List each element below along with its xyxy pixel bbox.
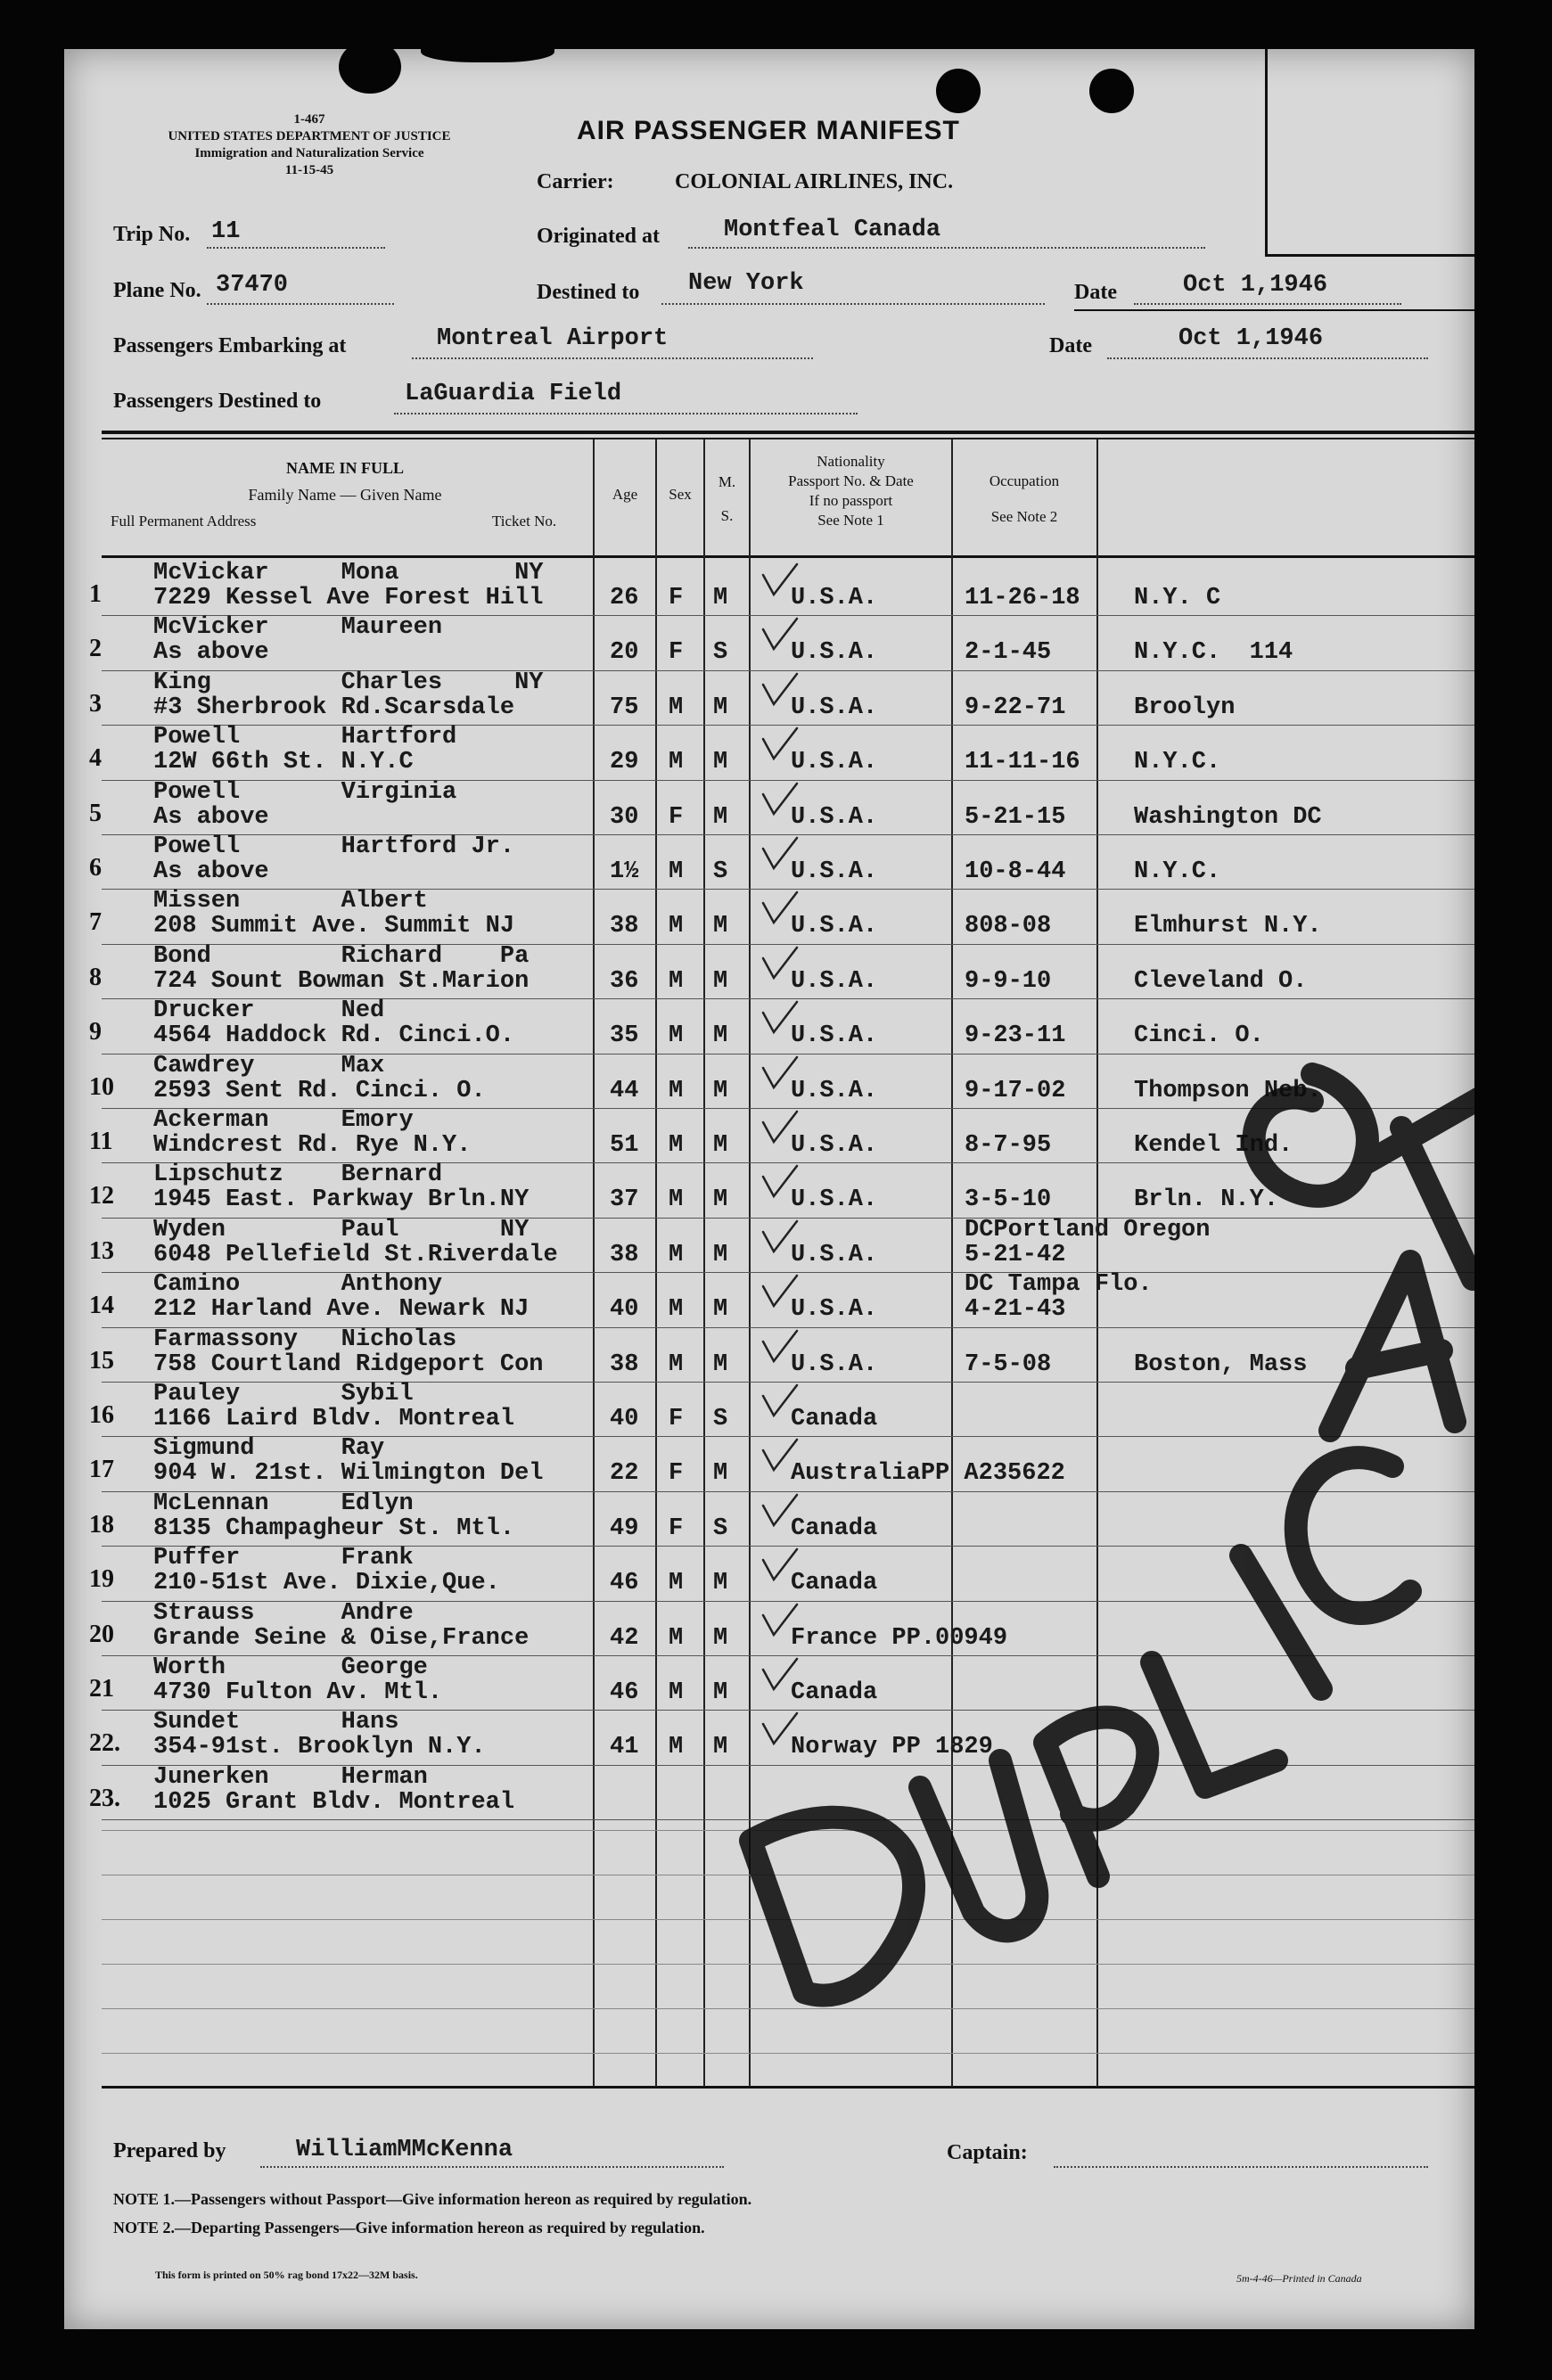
- header-sex: Sex: [669, 486, 692, 503]
- plane-label: Plane No.: [113, 279, 201, 302]
- col-line-sex: [655, 439, 657, 2087]
- passenger-name: Sigmund Ray: [153, 1435, 385, 1463]
- passenger-address: 2593 Sent Rd. Cinci. O.: [153, 1077, 486, 1104]
- plane-line: [207, 303, 394, 305]
- passenger-name: Pauley Sybil: [153, 1381, 414, 1407]
- passenger-occupation: 11-11-16: [965, 749, 1080, 776]
- passenger-name: Ackerman Emory: [153, 1107, 414, 1134]
- passenger-marital: S: [713, 858, 728, 885]
- passenger-occupation: 9-23-11: [965, 1022, 1066, 1050]
- header-nat-line3: If no passport: [809, 492, 893, 509]
- passenger-occupation: 808-08: [965, 913, 1052, 940]
- passenger-nationality: U.S.A.: [791, 913, 878, 940]
- passenger-marital: M: [713, 913, 728, 940]
- col-line-occ: [1096, 439, 1098, 2087]
- checkmark-icon: [760, 782, 799, 817]
- passenger-name: Wyden Paul NY: [153, 1216, 530, 1243]
- passenger-name: King Charles NY: [153, 669, 544, 696]
- passenger-age: 75: [610, 693, 639, 721]
- destined-pass-line: [394, 413, 858, 414]
- passenger-sex: M: [669, 1679, 684, 1706]
- passenger-marital: S: [713, 1406, 728, 1432]
- passenger-occupation: 11-26-18: [965, 585, 1080, 611]
- checkmark-icon: [760, 946, 799, 981]
- date-value: Oct 1,1946: [1183, 272, 1328, 299]
- passenger-address: 758 Courtland Ridgeport Con: [153, 1350, 544, 1378]
- passenger-extra: N.Y. C: [1134, 585, 1221, 611]
- passenger-nationality: Canada: [791, 1679, 878, 1706]
- passenger-address: 1025 Grant Bldv. Montreal: [153, 1788, 515, 1816]
- passenger-name: Powell Hartford Jr.: [153, 833, 515, 860]
- passenger-marital: M: [713, 1022, 728, 1050]
- passenger-marital: M: [713, 749, 728, 776]
- destined-pass-label: Passengers Destined to: [113, 390, 322, 413]
- passenger-nationality: AustraliaPP A235622: [791, 1460, 1065, 1488]
- checkmark-icon: [760, 1657, 799, 1693]
- date2-value: Oct 1,1946: [1178, 325, 1324, 352]
- punch-hole-2: [936, 69, 981, 113]
- passenger-sex: M: [669, 1241, 684, 1268]
- passenger-occupation: 5-21-15: [965, 803, 1066, 831]
- checkmark-icon: [760, 1493, 799, 1529]
- passenger-marital: M: [713, 1077, 728, 1104]
- passenger-address: 904 W. 21st. Wilmington Del: [153, 1460, 544, 1488]
- empty-row-divider: [102, 1919, 1474, 1920]
- passenger-marital: M: [713, 1460, 728, 1488]
- service: Immigration and Naturalization Service: [194, 146, 424, 160]
- originated-value: Montfeal Canada: [724, 217, 941, 243]
- passenger-address: Grande Seine & Oise,France: [153, 1624, 530, 1652]
- passenger-name: Lipschutz Bernard: [153, 1161, 443, 1189]
- passenger-marital: M: [713, 693, 728, 721]
- header-ms: [705, 465, 749, 533]
- checkmark-icon: [760, 562, 799, 598]
- passenger-nationality: U.S.A.: [791, 1077, 878, 1104]
- note-1: NOTE 1.—Passengers without Passport—Give information hereon as required by regulation.: [113, 2190, 752, 2208]
- passenger-marital: M: [713, 1132, 728, 1159]
- passenger-name: Junerken Herman: [153, 1763, 428, 1791]
- passenger-address: 12W 66th St. N.Y.C: [153, 749, 414, 776]
- passenger-sex: F: [669, 803, 684, 831]
- passenger-name: Powell Virginia: [153, 778, 457, 806]
- embarking-value: Montreal Airport: [437, 325, 669, 352]
- passenger-sex: M: [669, 1624, 684, 1652]
- trip-label: Trip No.: [113, 223, 191, 246]
- header-name-line2: Family Name — Given Name: [248, 486, 442, 504]
- trip-line: [207, 247, 385, 249]
- plane-number: 37470: [216, 272, 289, 299]
- date2-label: Date: [1049, 334, 1092, 357]
- passenger-marital: M: [713, 1186, 728, 1214]
- row-number: 17: [89, 1456, 114, 1484]
- empty-row-divider: [102, 2008, 1474, 2009]
- passenger-sex: F: [669, 639, 684, 667]
- passenger-nationality: France PP.00949: [791, 1624, 1008, 1652]
- passenger-extra: Cinci. O.: [1134, 1022, 1264, 1050]
- passenger-sex: M: [669, 967, 684, 995]
- row-number: 9: [89, 1018, 102, 1046]
- passenger-nationality: U.S.A.: [791, 1241, 878, 1268]
- destined-line: [661, 303, 1045, 305]
- passenger-occupation-date: 4-21-43: [965, 1296, 1066, 1324]
- prepared-label: Prepared by: [113, 2139, 226, 2163]
- passenger-extra: Broolyn: [1134, 693, 1236, 721]
- passenger-occupation-date: 5-21-42: [965, 1241, 1066, 1268]
- passenger-sex: M: [669, 1186, 684, 1214]
- passenger-age: 30: [610, 803, 639, 831]
- passenger-nationality: Canada: [791, 1514, 878, 1542]
- originated-line: [688, 247, 1205, 249]
- passenger-nationality: U.S.A.: [791, 585, 878, 611]
- passenger-sex: F: [669, 1406, 684, 1432]
- passenger-name: Drucker Ned: [153, 997, 385, 1025]
- passenger-occupation: 9-22-71: [965, 693, 1066, 721]
- passenger-age: 38: [610, 1350, 639, 1378]
- captain-label: Captain:: [947, 2141, 1028, 2164]
- header-nationality: [751, 452, 951, 530]
- passenger-extra: Boston, Mass: [1134, 1350, 1308, 1378]
- row-number: 13: [89, 1236, 114, 1265]
- print-note: This form is printed on 50% rag bond 17x22—32M basis.: [155, 2269, 418, 2281]
- passenger-address: #3 Sherbrook Rd.Scarsdale: [153, 693, 515, 721]
- date2-line: [1107, 357, 1428, 359]
- row-number: 6: [89, 854, 102, 882]
- passenger-extra: Kendel Ind.: [1134, 1132, 1293, 1159]
- header-occupation: [953, 464, 1096, 535]
- passenger-name: Powell Hartford: [153, 724, 457, 751]
- col-line-nat: [951, 439, 953, 2087]
- row-number: 16: [89, 1401, 114, 1429]
- punch-hole-1: [339, 49, 401, 94]
- header-age: Age: [612, 486, 638, 503]
- passenger-nationality: U.S.A.: [791, 858, 878, 885]
- passenger-age: 51: [610, 1132, 639, 1159]
- passenger-nationality: U.S.A.: [791, 803, 878, 831]
- header-ms-line2: S.: [720, 507, 734, 524]
- corner-box: [1265, 49, 1474, 257]
- row-number: 10: [89, 1072, 114, 1101]
- passenger-name: McLennan Edlyn: [153, 1490, 414, 1517]
- passenger-marital: S: [713, 639, 728, 667]
- note-2: NOTE 2.—Departing Passengers—Give information hereon as required by regulation.: [113, 2219, 705, 2236]
- passenger-marital: M: [713, 1624, 728, 1652]
- passenger-name: Strauss Andre: [153, 1599, 414, 1627]
- header-divider-1: [1074, 309, 1474, 311]
- passenger-nationality: U.S.A.: [791, 639, 878, 667]
- passenger-address: 7229 Kessel Ave Forest Hill: [153, 585, 544, 611]
- print-location: 5m-4-46—Printed in Canada: [1236, 2272, 1362, 2285]
- passenger-nationality: Canada: [791, 1570, 878, 1597]
- passenger-age: 29: [610, 749, 639, 776]
- passenger-name: Puffer Frank: [153, 1545, 414, 1572]
- row-number: 8: [89, 963, 102, 991]
- passenger-age: 36: [610, 967, 639, 995]
- header-address: Full Permanent Address: [111, 513, 257, 529]
- row-number: 1: [89, 580, 102, 608]
- checkmark-icon: [760, 1219, 799, 1255]
- passenger-age: 22: [610, 1460, 639, 1488]
- passenger-nationality: U.S.A.: [791, 1296, 878, 1324]
- prepared-value: WilliamMMcKenna: [296, 2137, 513, 2163]
- header-occ-line1: Occupation: [989, 472, 1060, 489]
- passenger-extra: Brln. N.Y.: [1134, 1186, 1279, 1214]
- trip-number: 11: [211, 218, 241, 245]
- passenger-nationality: U.S.A.: [791, 1350, 878, 1378]
- row-number: 4: [89, 744, 102, 773]
- passenger-address: 1945 East. Parkway Brln.NY: [153, 1186, 530, 1214]
- row-number: 2: [89, 635, 102, 663]
- destined-pass-value: LaGuardia Field: [405, 381, 622, 407]
- checkmark-icon: [760, 1055, 799, 1091]
- passenger-occupation: 8-7-95: [965, 1132, 1052, 1159]
- passenger-address: 4564 Haddock Rd. Cinci.O.: [153, 1022, 515, 1050]
- row-number: 7: [89, 908, 102, 937]
- header-ticket: Ticket No.: [492, 513, 557, 529]
- checkmark-icon: [760, 1547, 799, 1583]
- passenger-address: 1166 Laird Bldv. Montreal: [153, 1406, 515, 1432]
- passenger-extra: N.Y.C.: [1134, 858, 1221, 885]
- passenger-age: 46: [610, 1679, 639, 1706]
- row-number: 14: [89, 1292, 114, 1320]
- passenger-name: Camino Anthony: [153, 1271, 443, 1299]
- passenger-sex: M: [669, 858, 684, 885]
- passenger-sex: M: [669, 913, 684, 940]
- passenger-age: 41: [610, 1734, 639, 1761]
- checkmark-icon: [760, 617, 799, 652]
- passenger-marital: M: [713, 803, 728, 831]
- passenger-age: 38: [610, 913, 639, 940]
- passenger-marital: M: [713, 967, 728, 995]
- originated-label: Originated at: [537, 225, 660, 248]
- passenger-address: Windcrest Rd. Rye N.Y.: [153, 1132, 472, 1159]
- passenger-marital: M: [713, 585, 728, 611]
- table-top-border-2: [102, 438, 1474, 439]
- passenger-occupation: 9-17-02: [965, 1077, 1066, 1104]
- passenger-address: As above: [153, 639, 269, 667]
- passenger-name: Sundet Hans: [153, 1709, 399, 1736]
- passenger-address: 4730 Fulton Av. Mtl.: [153, 1679, 443, 1706]
- checkmark-icon: [760, 672, 799, 708]
- passenger-occupation: 2-1-45: [965, 639, 1052, 667]
- passenger-occupation: DCPortland Oregon: [965, 1216, 1211, 1243]
- passenger-name: Cawdrey Max: [153, 1052, 385, 1079]
- carrier-value: COLONIAL AIRLINES, INC.: [675, 170, 954, 193]
- passenger-nationality: Norway PP 1829: [791, 1734, 993, 1761]
- row-number: 12: [89, 1182, 114, 1211]
- passenger-age: 40: [610, 1406, 639, 1432]
- checkmark-icon: [760, 1164, 799, 1200]
- passenger-occupation: 3-5-10: [965, 1186, 1052, 1214]
- passenger-age: 20: [610, 639, 639, 667]
- passenger-nationality: U.S.A.: [791, 967, 878, 995]
- embarking-line: [412, 357, 813, 359]
- passenger-nationality: U.S.A.: [791, 749, 878, 776]
- passenger-marital: M: [713, 1296, 728, 1324]
- passenger-age: 38: [610, 1241, 639, 1268]
- passenger-age: 49: [610, 1514, 639, 1542]
- row-number: 22.: [89, 1729, 120, 1758]
- passenger-sex: M: [669, 1350, 684, 1378]
- passenger-sex: M: [669, 693, 684, 721]
- passenger-name: Missen Albert: [153, 888, 428, 915]
- passenger-sex: F: [669, 585, 684, 611]
- passenger-occupation: DC Tampa Flo.: [965, 1271, 1153, 1299]
- row-number: 19: [89, 1565, 114, 1594]
- passenger-address: 208 Summit Ave. Summit NJ: [153, 913, 515, 940]
- passenger-address: 8135 Champagheur St. Mtl.: [153, 1514, 515, 1542]
- passenger-name: McVickar Mona NY: [153, 560, 544, 587]
- row-number: 23.: [89, 1784, 120, 1812]
- checkmark-icon: [760, 890, 799, 926]
- header-nat-line4: See Note 1: [817, 512, 884, 529]
- header-name: [100, 455, 590, 508]
- passenger-age: 35: [610, 1022, 639, 1050]
- passenger-extra: Elmhurst N.Y.: [1134, 913, 1322, 940]
- passenger-extra: Thompson Neb.: [1134, 1077, 1322, 1104]
- passenger-name: McVicker Maureen: [153, 614, 443, 642]
- passenger-age: 40: [610, 1296, 639, 1324]
- table-header-bottom: [102, 555, 1474, 558]
- passenger-occupation: 7-5-08: [965, 1350, 1052, 1378]
- passenger-occupation: 9-9-10: [965, 967, 1052, 995]
- passenger-extra: Washington DC: [1134, 803, 1322, 831]
- embarking-label: Passengers Embarking at: [113, 334, 347, 357]
- manifest-title: AIR PASSENGER MANIFEST: [577, 116, 960, 145]
- passenger-address: As above: [153, 803, 269, 831]
- header-occ-line2: See Note 2: [990, 508, 1058, 525]
- checkmark-icon: [760, 836, 799, 872]
- date-line: [1134, 303, 1401, 305]
- checkmark-icon: [760, 1711, 799, 1747]
- department: UNITED STATES DEPARTMENT OF JUSTICE: [168, 129, 451, 144]
- row-number: 21: [89, 1675, 114, 1703]
- passenger-name: Bond Richard Pa: [153, 942, 530, 970]
- row-number: 20: [89, 1620, 114, 1648]
- punch-hole-3: [1089, 69, 1134, 113]
- form-date: 11-15-45: [284, 163, 334, 177]
- passenger-age: 37: [610, 1186, 639, 1214]
- passenger-name: Worth George: [153, 1654, 428, 1681]
- passenger-age: 26: [610, 585, 639, 611]
- empty-row-divider: [102, 1830, 1474, 1831]
- passenger-address: 212 Harland Ave. Newark NJ: [153, 1296, 530, 1324]
- empty-row-divider: [102, 2053, 1474, 2054]
- passenger-name: Farmassony Nicholas: [153, 1325, 457, 1353]
- row-number: 18: [89, 1510, 114, 1539]
- checkmark-icon: [760, 1110, 799, 1145]
- captain-line: [1054, 2166, 1428, 2168]
- duplicate-stamp-text: DUPLICATE: [1098, 2018, 1109, 2020]
- passenger-address: 210-51st Ave. Dixie,Que.: [153, 1570, 500, 1597]
- checkmark-icon: [760, 726, 799, 762]
- header-name-line1: NAME IN FULL: [285, 459, 404, 477]
- form-number: 1-467: [293, 112, 325, 127]
- row-number: 3: [89, 689, 102, 718]
- header-ms-line1: M.: [718, 473, 736, 490]
- table-bottom-border: [102, 2086, 1474, 2089]
- col-line-ms: [703, 439, 705, 2087]
- date-label: Date: [1074, 281, 1117, 304]
- passenger-extra: N.Y.C.: [1134, 749, 1221, 776]
- passenger-nationality: U.S.A.: [791, 693, 878, 721]
- passenger-marital: M: [713, 1241, 728, 1268]
- passenger-age: 44: [610, 1077, 639, 1104]
- form-header-block: [100, 111, 519, 179]
- checkmark-icon: [760, 1603, 799, 1638]
- row-number: 15: [89, 1346, 114, 1375]
- manifest-page: [64, 49, 1474, 2329]
- passenger-marital: M: [713, 1350, 728, 1378]
- passenger-sex: M: [669, 1077, 684, 1104]
- passenger-sex: F: [669, 1460, 684, 1488]
- passenger-nationality: U.S.A.: [791, 1186, 878, 1214]
- checkmark-icon: [760, 1274, 799, 1309]
- empty-row-divider: [102, 1964, 1474, 1965]
- table-top-border: [102, 431, 1474, 434]
- passenger-marital: S: [713, 1514, 728, 1542]
- passenger-address: 6048 Pellefield St.Riverdale: [153, 1241, 558, 1268]
- passenger-address: 354-91st. Brooklyn N.Y.: [153, 1734, 486, 1761]
- punch-hole-4: [421, 49, 554, 62]
- passenger-nationality: U.S.A.: [791, 1132, 878, 1159]
- destined-value: New York: [688, 270, 804, 297]
- passenger-sex: M: [669, 1570, 684, 1597]
- checkmark-icon: [760, 1383, 799, 1419]
- passenger-nationality: Canada: [791, 1406, 878, 1432]
- passenger-sex: M: [669, 1296, 684, 1324]
- col-line-ms2: [749, 439, 751, 2087]
- passenger-extra: N.Y.C. 114: [1134, 639, 1293, 667]
- passenger-age: 42: [610, 1624, 639, 1652]
- passenger-marital: M: [713, 1679, 728, 1706]
- passenger-age: 46: [610, 1570, 639, 1597]
- passenger-sex: M: [669, 1734, 684, 1761]
- passenger-marital: M: [713, 1734, 728, 1761]
- passenger-sex: M: [669, 1132, 684, 1159]
- row-divider: [102, 1819, 1474, 1820]
- header-nat-line2: Passport No. & Date: [788, 472, 914, 489]
- passenger-address: As above: [153, 858, 269, 885]
- passenger-marital: M: [713, 1570, 728, 1597]
- carrier-label: Carrier:: [537, 170, 614, 193]
- row-number: 11: [89, 1128, 113, 1155]
- prepared-line: [260, 2166, 724, 2168]
- passenger-nationality: U.S.A.: [791, 1022, 878, 1050]
- passenger-sex: F: [669, 1514, 684, 1542]
- passenger-extra: Cleveland O.: [1134, 967, 1308, 995]
- destined-label: Destined to: [537, 281, 640, 304]
- row-number: 5: [89, 799, 102, 827]
- checkmark-icon: [760, 1329, 799, 1365]
- passenger-age: 1½: [610, 858, 639, 885]
- passenger-address: 724 Sount Bowman St.Marion: [153, 967, 530, 995]
- col-line-age: [593, 439, 595, 2087]
- checkmark-icon: [760, 1438, 799, 1473]
- checkmark-icon: [760, 1000, 799, 1036]
- passenger-occupation: 10-8-44: [965, 858, 1066, 885]
- passenger-sex: M: [669, 1022, 684, 1050]
- header-nat-line1: Nationality: [817, 453, 885, 470]
- passenger-sex: M: [669, 749, 684, 776]
